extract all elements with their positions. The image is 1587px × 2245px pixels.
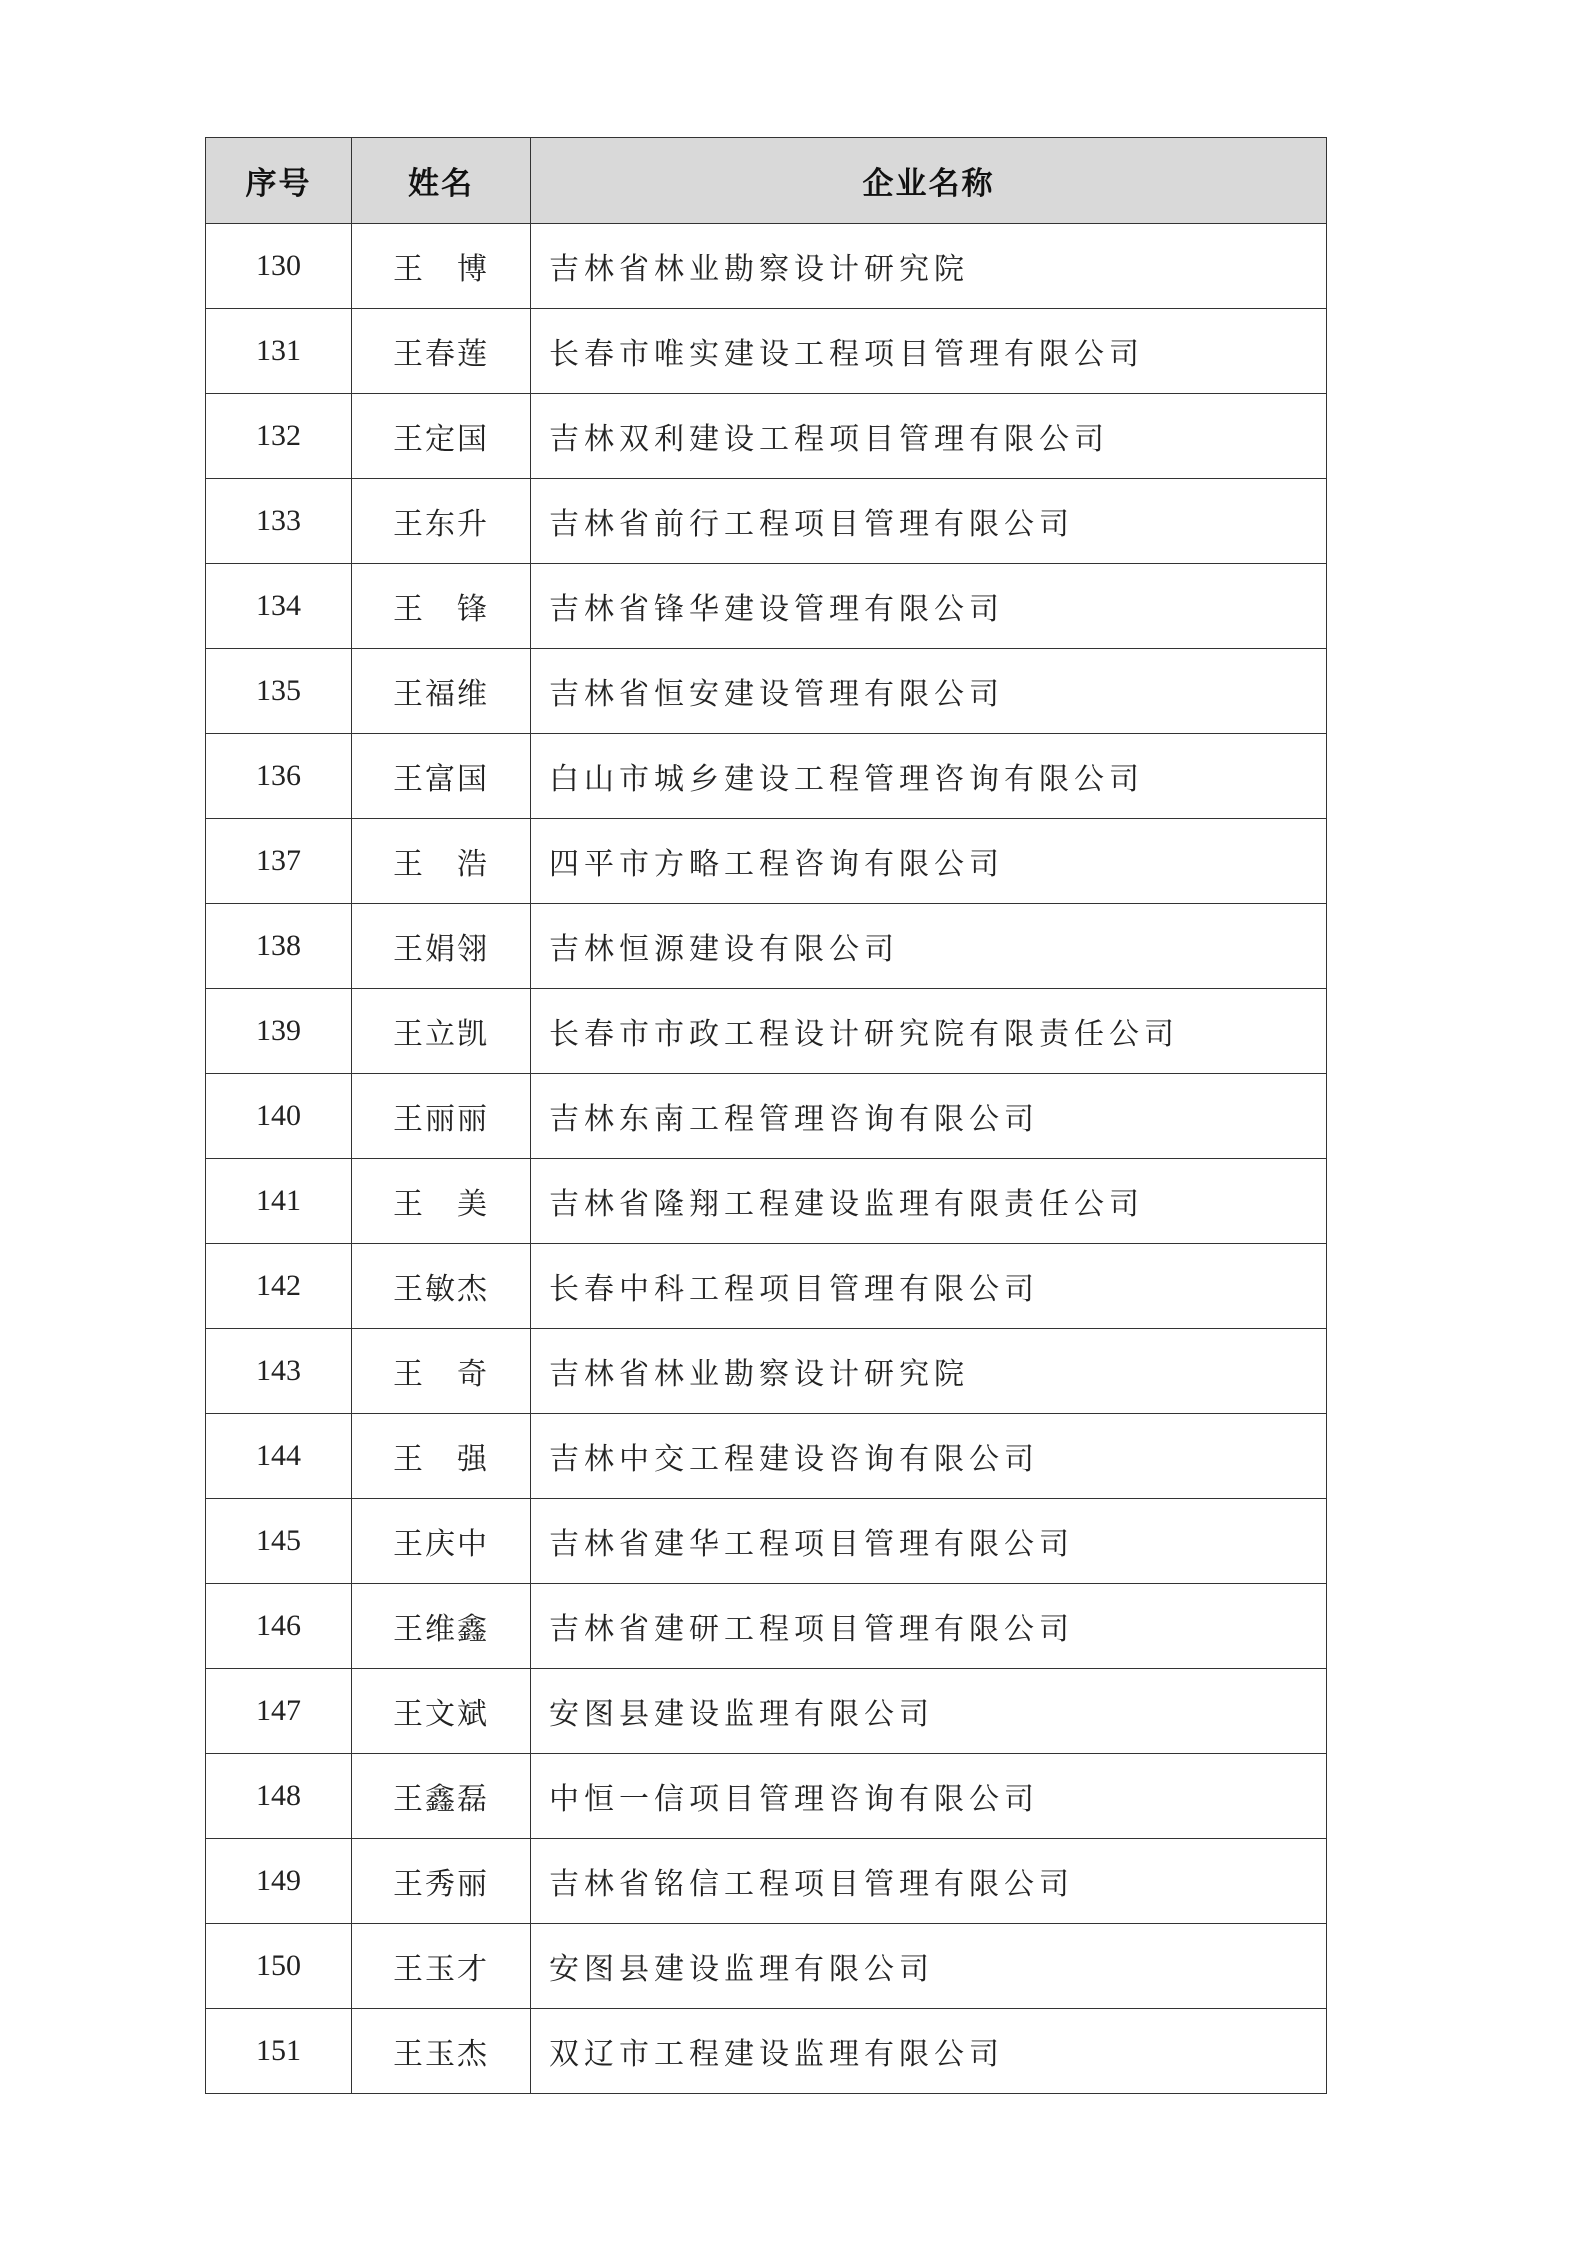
person-name-cell: 王 锋 bbox=[352, 564, 531, 649]
table-row bbox=[206, 479, 1327, 564]
table-row bbox=[206, 2009, 1327, 2094]
person-name-cell: 王鑫磊 bbox=[352, 1754, 531, 1839]
person-name-cell: 王庆中 bbox=[352, 1499, 531, 1584]
serial-number-cell: 148 bbox=[206, 1754, 352, 1839]
table-row bbox=[206, 734, 1327, 819]
table-row bbox=[206, 1584, 1327, 1669]
person-name-cell: 王玉才 bbox=[352, 1924, 531, 2009]
serial-number-cell: 132 bbox=[206, 394, 352, 479]
serial-number-cell: 149 bbox=[206, 1839, 352, 1924]
serial-number-cell: 141 bbox=[206, 1159, 352, 1244]
person-name-cell: 王娟翎 bbox=[352, 904, 531, 989]
header-name: 姓名 bbox=[352, 138, 531, 224]
table-row bbox=[206, 989, 1327, 1074]
company-name-cell: 吉林省铭信工程项目管理有限公司 bbox=[531, 1839, 1327, 1924]
serial-number-cell: 151 bbox=[206, 2009, 352, 2094]
person-name-cell: 王敏杰 bbox=[352, 1244, 531, 1329]
person-name-cell: 王立凯 bbox=[352, 989, 531, 1074]
table-row bbox=[206, 1414, 1327, 1499]
person-name-cell: 王 博 bbox=[352, 224, 531, 309]
serial-number-cell: 147 bbox=[206, 1669, 352, 1754]
company-name-cell: 安图县建设监理有限公司 bbox=[531, 1669, 1327, 1754]
header-serial-number: 序号 bbox=[206, 138, 352, 224]
person-name-cell: 王丽丽 bbox=[352, 1074, 531, 1159]
company-name-cell: 吉林省建华工程项目管理有限公司 bbox=[531, 1499, 1327, 1584]
table-row bbox=[206, 1754, 1327, 1839]
company-name-cell: 吉林恒源建设有限公司 bbox=[531, 904, 1327, 989]
serial-number-cell: 150 bbox=[206, 1924, 352, 2009]
serial-number-cell: 134 bbox=[206, 564, 352, 649]
table-row bbox=[206, 819, 1327, 904]
table-row bbox=[206, 1329, 1327, 1414]
serial-number-cell: 130 bbox=[206, 224, 352, 309]
serial-number-cell: 137 bbox=[206, 819, 352, 904]
table-header bbox=[206, 138, 1327, 224]
table-row bbox=[206, 394, 1327, 479]
company-name-cell: 四平市方略工程咨询有限公司 bbox=[531, 819, 1327, 904]
serial-number-cell: 145 bbox=[206, 1499, 352, 1584]
company-name-cell: 吉林双利建设工程项目管理有限公司 bbox=[531, 394, 1327, 479]
serial-number-cell: 133 bbox=[206, 479, 352, 564]
table-row bbox=[206, 309, 1327, 394]
company-name-cell: 吉林中交工程建设咨询有限公司 bbox=[531, 1414, 1327, 1499]
serial-number-cell: 143 bbox=[206, 1329, 352, 1414]
person-name-cell: 王富国 bbox=[352, 734, 531, 819]
company-name-cell: 吉林省恒安建设管理有限公司 bbox=[531, 649, 1327, 734]
header-row bbox=[206, 138, 1327, 224]
serial-number-cell: 138 bbox=[206, 904, 352, 989]
table-row bbox=[206, 224, 1327, 309]
person-name-cell: 王定国 bbox=[352, 394, 531, 479]
table-row bbox=[206, 1074, 1327, 1159]
person-name-cell: 王秀丽 bbox=[352, 1839, 531, 1924]
company-name-cell: 吉林省林业勘察设计研究院 bbox=[531, 224, 1327, 309]
company-name-cell: 吉林省林业勘察设计研究院 bbox=[531, 1329, 1327, 1414]
company-name-cell: 长春中科工程项目管理有限公司 bbox=[531, 1244, 1327, 1329]
table-row bbox=[206, 649, 1327, 734]
serial-number-cell: 144 bbox=[206, 1414, 352, 1499]
personnel-table bbox=[205, 137, 1327, 2094]
person-name-cell: 王 浩 bbox=[352, 819, 531, 904]
serial-number-cell: 131 bbox=[206, 309, 352, 394]
table-row bbox=[206, 1499, 1327, 1584]
company-name-cell: 长春市唯实建设工程项目管理有限公司 bbox=[531, 309, 1327, 394]
person-name-cell: 王福维 bbox=[352, 649, 531, 734]
table-body bbox=[206, 224, 1327, 2094]
table-row bbox=[206, 904, 1327, 989]
person-name-cell: 王春莲 bbox=[352, 309, 531, 394]
table-row bbox=[206, 1839, 1327, 1924]
person-name-cell: 王东升 bbox=[352, 479, 531, 564]
person-name-cell: 王玉杰 bbox=[352, 2009, 531, 2094]
company-name-cell: 长春市市政工程设计研究院有限责任公司 bbox=[531, 989, 1327, 1074]
company-name-cell: 中恒一信项目管理咨询有限公司 bbox=[531, 1754, 1327, 1839]
company-name-cell: 吉林省前行工程项目管理有限公司 bbox=[531, 479, 1327, 564]
serial-number-cell: 146 bbox=[206, 1584, 352, 1669]
company-name-cell: 吉林省隆翔工程建设监理有限责任公司 bbox=[531, 1159, 1327, 1244]
serial-number-cell: 136 bbox=[206, 734, 352, 819]
serial-number-cell: 135 bbox=[206, 649, 352, 734]
table-row bbox=[206, 1669, 1327, 1754]
company-name-cell: 吉林省建研工程项目管理有限公司 bbox=[531, 1584, 1327, 1669]
company-name-cell: 白山市城乡建设工程管理咨询有限公司 bbox=[531, 734, 1327, 819]
table-row bbox=[206, 1244, 1327, 1329]
serial-number-cell: 140 bbox=[206, 1074, 352, 1159]
company-name-cell: 安图县建设监理有限公司 bbox=[531, 1924, 1327, 2009]
person-name-cell: 王文斌 bbox=[352, 1669, 531, 1754]
table-row bbox=[206, 1159, 1327, 1244]
person-name-cell: 王 奇 bbox=[352, 1329, 531, 1414]
table-row bbox=[206, 1924, 1327, 2009]
company-name-cell: 吉林省锋华建设管理有限公司 bbox=[531, 564, 1327, 649]
person-name-cell: 王 美 bbox=[352, 1159, 531, 1244]
table-row bbox=[206, 564, 1327, 649]
header-company-name: 企业名称 bbox=[531, 138, 1327, 224]
person-name-cell: 王维鑫 bbox=[352, 1584, 531, 1669]
serial-number-cell: 139 bbox=[206, 989, 352, 1074]
company-name-cell: 吉林东南工程管理咨询有限公司 bbox=[531, 1074, 1327, 1159]
company-name-cell: 双辽市工程建设监理有限公司 bbox=[531, 2009, 1327, 2094]
person-name-cell: 王 强 bbox=[352, 1414, 531, 1499]
serial-number-cell: 142 bbox=[206, 1244, 352, 1329]
